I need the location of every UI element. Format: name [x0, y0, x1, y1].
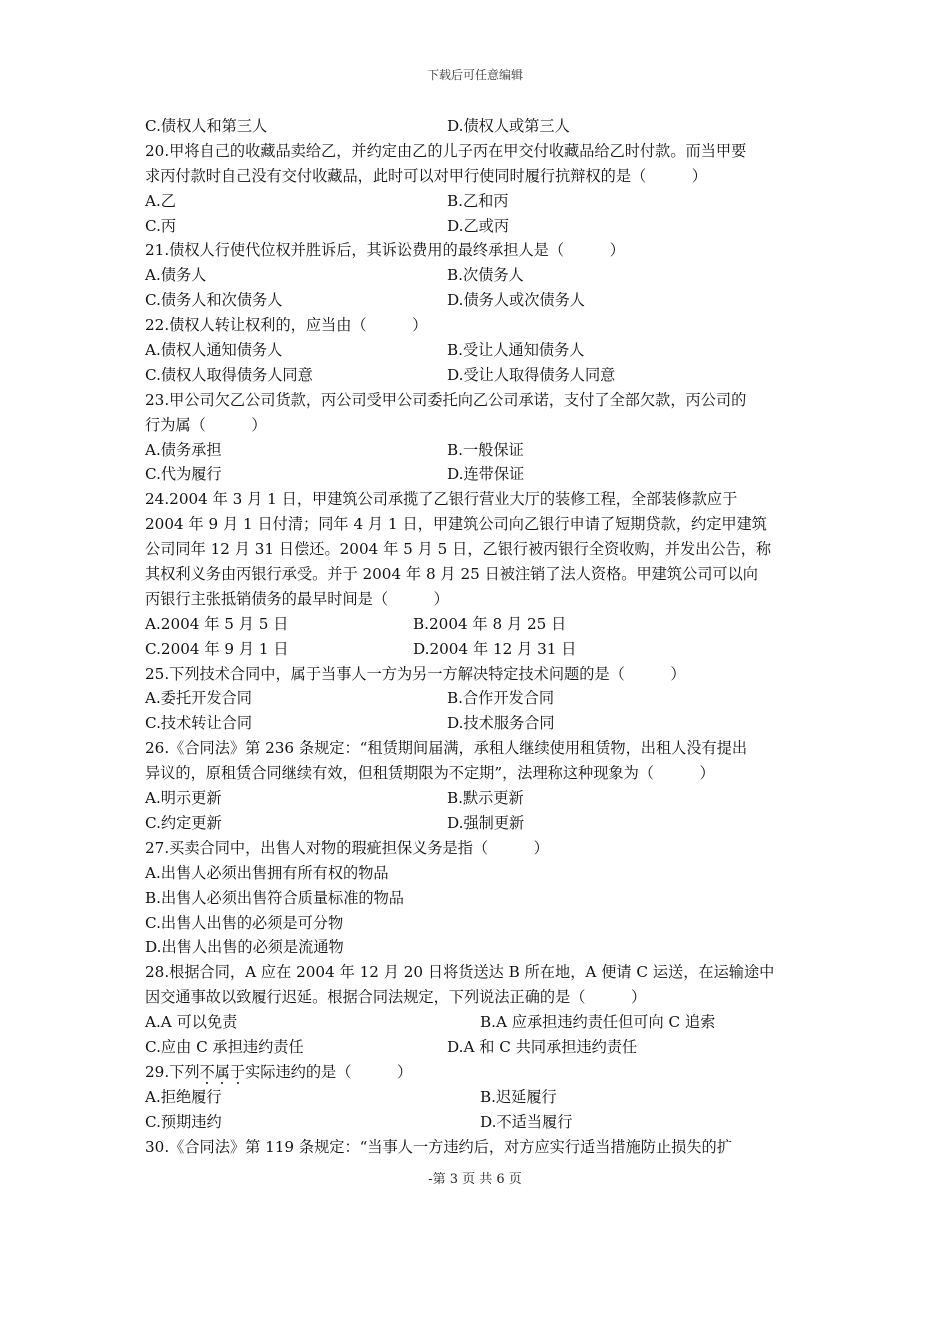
option-right: B.合作开发合同: [447, 689, 555, 708]
question-text: 30.《合同法》第 119 条规定：“当事人一方违约后，对方应实行适当措施防止损失的扩: [145, 1137, 732, 1156]
option-row: [145, 711, 807, 736]
question-text: 24.2004 年 3 月 1 日，甲建筑公司承揽了乙银行营业大厅的装修工程，全部装修款应于: [145, 490, 738, 509]
option-right: D.强制更新: [447, 813, 525, 832]
option-right: B.2004 年 8 月 25 日: [413, 614, 567, 633]
emphasis-char: 属: [214, 1062, 230, 1081]
question-text: 25.下列技术合同中，属于当事人一方为另一方解决特定技术问题的是（ ）: [145, 664, 686, 683]
option-left: C.技术转让合同: [145, 714, 253, 733]
option-left: A.拒绝履行: [145, 1087, 222, 1106]
option-row: [145, 462, 807, 487]
question-text: 26.《合同法》第 236 条规定：“租赁期间届满，承租人继续使用租赁物，出租人没有提出: [145, 739, 748, 758]
question-text-line: C.出售人出售的必须是可分物: [145, 913, 344, 932]
option-right: B.乙和丙: [447, 191, 509, 210]
emphasis-char: 于: [229, 1062, 246, 1081]
option-right: D.乙或丙: [447, 216, 510, 235]
page-footer: -第 3 页 共 6 页: [428, 1172, 522, 1187]
option-left: C.债权人和第三人: [145, 117, 268, 135]
question-text-line: D.出售人出售的必须是流通物: [145, 938, 344, 957]
option-row: [145, 438, 807, 463]
option-row: [145, 338, 807, 363]
option-right: D.2004 年 12 月 31 日: [413, 639, 577, 658]
option-right: D.技术服务合同: [447, 714, 555, 733]
question-text: [145, 1060, 807, 1085]
question-text-line: 异议的，原租赁合同继续有效，但租赁期限为不定期”，法理称这种现象为（ ）: [145, 764, 715, 783]
option-row: [145, 263, 807, 288]
option-right: B.迟延履行: [480, 1087, 557, 1106]
option-left: C.丙: [145, 216, 177, 235]
option-row: [145, 363, 807, 388]
option-row: [145, 786, 807, 811]
question-prefix: 29.下列: [145, 1062, 200, 1081]
question-text: 20.甲将自己的收藏品卖给乙，并约定由乙的儿子丙在甲交付收藏品给乙时付款。而当甲要: [145, 141, 747, 160]
option-row: [145, 1010, 807, 1035]
option-left: C.代为履行: [145, 465, 222, 484]
question-text: 28.根据合同，A 应在 2004 年 12 月 20 日将货送达 B 所在地，A 便请 C 运送，在运输途中: [145, 963, 775, 982]
option-left: A.债权人通知债务人: [145, 341, 283, 360]
option-row: [145, 612, 807, 637]
question-text-line: 丙银行主张抵销债务的最早时间是（ ）: [145, 589, 449, 608]
option-right: B.受让人通知债务人: [447, 341, 585, 360]
question-text-line: B.出售人必须出售符合质量标准的物品: [145, 888, 404, 907]
option-right: D.不适当履行: [480, 1112, 573, 1131]
option-left: A.委托开发合同: [145, 689, 252, 708]
option-right: B.一般保证: [447, 440, 524, 459]
question-text-line: 行为属（ ）: [145, 415, 267, 434]
option-right: D.A 和 C 共同承担违约责任: [447, 1037, 638, 1056]
option-left: C.债务人和次债务人: [145, 291, 283, 310]
option-left: A.债务承担: [145, 440, 222, 459]
document-body: [145, 114, 807, 1159]
question-text-line: 求丙付款时自己没有交付收藏品，此时可以对甲行使同时履行抗辩权的是（ ）: [145, 166, 707, 185]
option-left: A.A 可以免责: [145, 1013, 238, 1032]
option-right: D.受让人取得债务人同意: [447, 365, 616, 384]
question-text-line: 其权利义务由丙银行承受。并于 2004 年 8 月 25 日被注销了法人资格。甲建筑公司可以向: [145, 565, 758, 584]
page-header: 下载后可任意编辑: [426, 68, 523, 82]
option-right: D.债权人或第三人: [447, 117, 570, 135]
option-row: [145, 1085, 807, 1110]
question-text: 22.债权人转让权利的，应当由（ ）: [145, 316, 428, 335]
option-right: D.债务人或次债务人: [447, 291, 585, 310]
option-left: A.2004 年 5 月 5 日: [145, 614, 289, 633]
option-row: [145, 288, 807, 313]
option-right: B.默示更新: [447, 789, 524, 808]
option-row: [145, 1110, 807, 1135]
option-left: A.明示更新: [145, 789, 222, 808]
question-text-line: 因交通事故以致履行迟延。根据合同法规定，下列说法正确的是（ ）: [145, 988, 647, 1007]
question-text-line: 2004 年 9 月 1 日付清；同年 4 月 1 日，甲建筑公司向乙银行申请了短期贷款，约定甲建筑: [145, 515, 767, 534]
option-row: [145, 189, 807, 214]
option-left: C.债权人取得债务人同意: [145, 365, 313, 384]
option-right: B.次债务人: [447, 266, 524, 285]
option-left: C.预期违约: [145, 1112, 222, 1131]
option-left: A.债务人: [145, 266, 207, 285]
emphasis-char: 不: [199, 1062, 215, 1081]
question-text-line: 公司同年 12 月 31 日偿还。2004 年 5 月 5 日，乙银行被丙银行全资收购，并发出公告，称: [145, 540, 772, 559]
option-row: [145, 1035, 807, 1060]
option-left: C.2004 年 9 月 1 日: [145, 639, 289, 658]
option-row: [145, 114, 807, 139]
option-row: [145, 637, 807, 662]
question-text: 21.债权人行使代位权并胜诉后，其诉讼费用的最终承担人是（ ）: [145, 241, 625, 260]
option-left: A.乙: [145, 191, 176, 210]
option-right: B.A 应承担违约责任但可向 C 追索: [480, 1013, 716, 1032]
option-left: C.应由 C 承担违约责任: [145, 1037, 304, 1056]
option-row: [145, 811, 807, 836]
question-text-line: A.出售人必须出售拥有所有权的物品: [145, 863, 389, 882]
option-right: D.连带保证: [447, 465, 525, 484]
option-left: C.约定更新: [145, 813, 222, 832]
option-row: [145, 686, 807, 711]
question-suffix: 实际违约的是（ ）: [245, 1062, 413, 1081]
question-text: 23.甲公司欠乙公司货款，丙公司受甲公司委托向乙公司承诺，支付了全部欠款，丙公司的: [145, 390, 747, 409]
option-row: [145, 214, 807, 239]
question-text: 27.买卖合同中，出售人对物的瑕疵担保义务是指（ ）: [145, 838, 549, 857]
